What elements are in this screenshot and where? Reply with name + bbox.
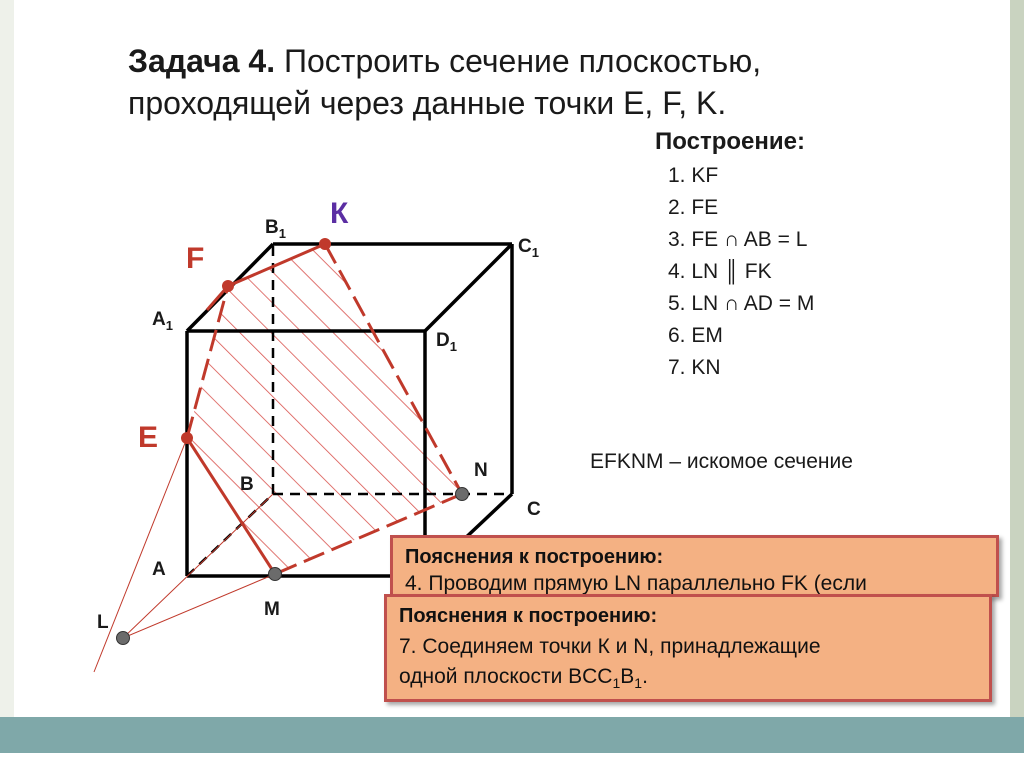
label-B: B [240, 474, 254, 495]
label-C1 [518, 236, 539, 260]
title-line1: Построить сечение плоскостью, [275, 43, 762, 79]
card1-heading: Пояснения к построению: [405, 546, 664, 568]
label-C: C [527, 499, 541, 520]
step-2: 2. FE [668, 196, 719, 219]
result-text: EFKNM – искомое сечение [590, 450, 853, 473]
card2-line2-post: . [642, 665, 648, 688]
label-A1-sub: 1 [165, 318, 173, 333]
card2-line2-pre: одной плоскости BCC [399, 665, 613, 688]
label-C1-main: C [518, 236, 532, 257]
bottom-bar [0, 717, 1024, 753]
card2-line2-mid: B [620, 665, 635, 688]
ray-L-E [94, 438, 187, 672]
step-1: 1. KF [668, 164, 719, 187]
label-M: M [264, 599, 280, 620]
label-K: К [330, 197, 349, 230]
label-L: L [97, 612, 109, 633]
label-C1-sub: 1 [531, 245, 539, 260]
section-hatch [187, 244, 462, 574]
problem-number: Задача 4. [128, 43, 276, 79]
label-B1-main: B [265, 217, 279, 238]
step-7: 7. KN [668, 356, 721, 379]
label-B1 [265, 217, 286, 241]
label-D1-main: D [436, 330, 450, 351]
point-E [181, 432, 193, 444]
edge-D1-C1 [425, 244, 512, 331]
ray-L-M [123, 574, 275, 638]
label-A: A [152, 559, 166, 580]
label-D1-sub: 1 [449, 339, 457, 354]
label-A1-main: A [152, 309, 166, 330]
point-N [456, 488, 469, 501]
step-6: 6. EM [668, 324, 723, 347]
construction-heading: Построение: [655, 128, 805, 155]
ray-L-B [123, 494, 273, 638]
explanation-card-step7 [384, 594, 992, 702]
step-5: 5. LN ∩ AD = M [668, 292, 815, 315]
point-M [269, 568, 282, 581]
label-N: N [474, 460, 488, 481]
point-K [319, 238, 331, 250]
card2-heading: Пояснения к построению: [399, 605, 658, 627]
label-E: E [138, 421, 159, 454]
card2-text [399, 632, 989, 698]
label-D1 [436, 330, 457, 354]
step-3: 3. FE ∩ AB = L [668, 228, 808, 251]
label-F: F [186, 242, 205, 275]
label-A1 [152, 309, 173, 333]
explanation-card-step4 [390, 535, 999, 597]
point-L [117, 632, 130, 645]
card1-text: 4. Проводим прямую LN параллельно FK (если [405, 572, 867, 595]
label-B1-sub: 1 [278, 226, 286, 241]
step-4: 4. LN ║ FK [668, 260, 772, 283]
card2-line1: 7. Соединяем точки К и N, принадлежащие [399, 635, 821, 658]
card2-sub1: 1 [612, 675, 621, 692]
point-F [222, 280, 234, 292]
card2-sub2: 1 [634, 675, 643, 692]
title-line2: проходящей через данные точки E, F, K. [128, 85, 727, 121]
